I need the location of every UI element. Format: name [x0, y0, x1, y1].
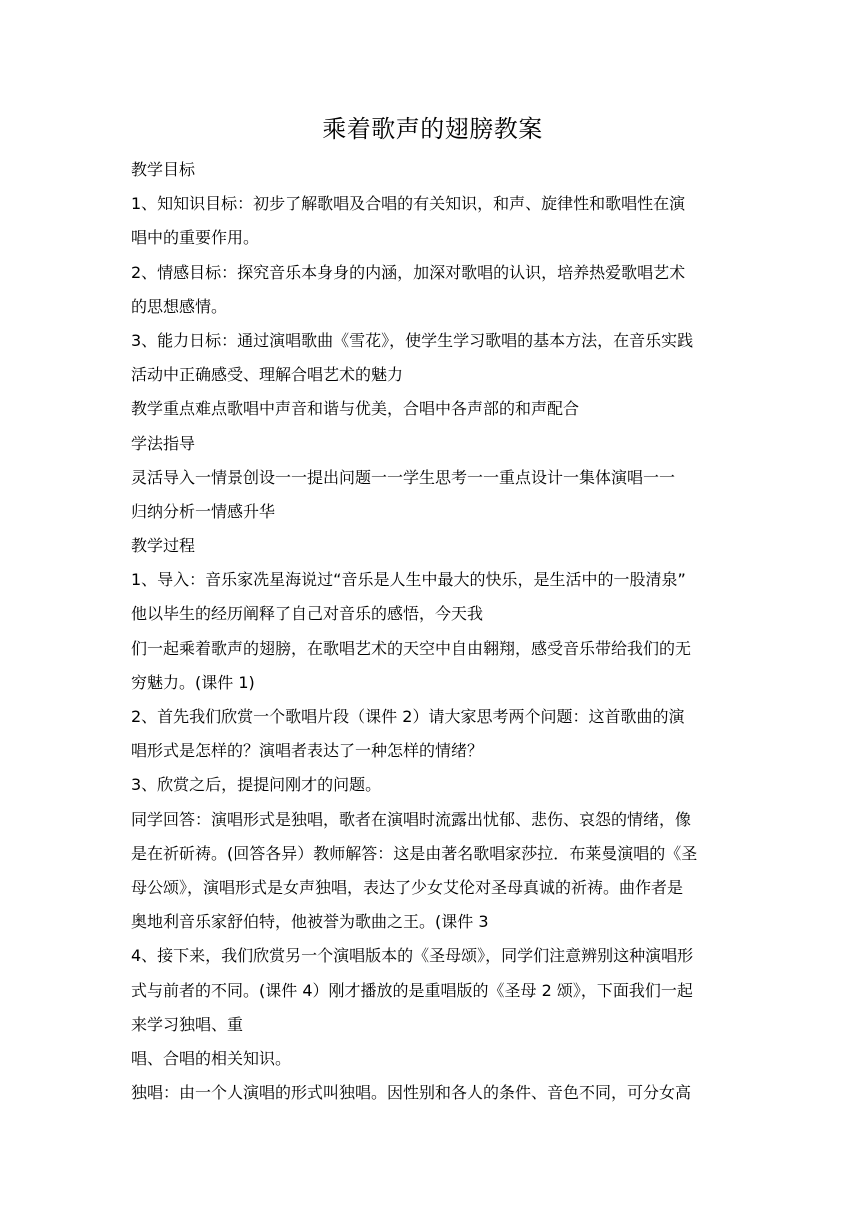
text-line: 灵活导入一情景创设一一提出问题一一学生思考一一重点设计一集体演唱一一 [131, 467, 676, 487]
text-line: 教学重点难点歌唱中声音和谐与优美，合唱中各声部的和声配合 [131, 399, 580, 419]
document-title: 乘着歌声的翅膀教案 [322, 115, 543, 143]
text-line: 穷魅力。(课件 1) [131, 672, 255, 692]
text-line: 唱中的重要作用。 [131, 228, 260, 248]
text-line: 他以毕生的经历阐释了自己对音乐的感悟，今天我 [131, 604, 484, 624]
text-line: 1、导入：音乐家冼星海说过“音乐是人生中最大的快乐，是生活中的一股清泉” [131, 570, 686, 590]
text-line: 们一起乘着歌声的翅膀，在歌唱艺术的天空中自由翱翔，感受音乐带给我们的无 [131, 638, 692, 658]
document-body [131, 153, 734, 1110]
text-line: 2、情感目标：探究音乐本身身的内涵，加深对歌唱的认识，培养热爱歌唱艺术 [131, 262, 686, 282]
text-line: 母公颂》，演唱形式是女声独唱，表达了少女艾伦对圣母真诚的祈祷。曲作者是 [131, 877, 684, 897]
text-line: 唱形式是怎样的？演唱者表达了一种怎样的情绪？ [131, 741, 484, 761]
section-heading-teaching-goals: 教学目标 [131, 160, 196, 179]
text-line: 式与前者的不同。(课件 4）刚才播放的是重唱版的《圣母 2 颂》，下面我们一起 [131, 980, 693, 1000]
text-line: 来学习独唱、重 [131, 1014, 244, 1034]
text-line: 活动中正确感受、理解合唱艺术的魅力 [131, 365, 404, 385]
text-line: 3、欣赏之后，提提问刚才的问题。 [131, 775, 382, 795]
text-line: 3、能力日标：通过演唱歌曲《雪花》，使学生学习歌唱的基本方法，在音乐实践 [131, 330, 694, 350]
text-line: 4、接下来，我们欣赏另一个演唱版本的《圣母颂》，同学们注意辨别这种演唱形 [131, 946, 694, 966]
text-line: 独唱：由一个人演唱的形式叫独唱。因性别和各人的条件、音色不同，可分女高 [131, 1083, 692, 1103]
text-line: 2、首先我们欣赏一个歌唱片段（课件 2）请大家思考两个问题：这首歌曲的演 [131, 707, 685, 726]
section-heading-teaching-process: 教学过程 [131, 536, 196, 556]
text-line: 奥地利音乐家舒伯特，他被誉为歌曲之王。(课件 3 [131, 912, 489, 932]
section-heading-study-guidance: 学法指导 [131, 433, 196, 453]
text-line: 的思想感情。 [131, 296, 228, 316]
text-line: 归纳分析一情感升华 [131, 501, 276, 521]
text-line: 同学回答：演唱形式是独唱，歌者在演唱时流露出忧郁、悲伤、哀怨的情绪，像 [131, 809, 692, 829]
text-line: 1、知知识目标：初步了解歌唱及合唱的有关知识，和声、旋律性和歌唱性在演 [131, 194, 686, 214]
text-line: 是在祈斫祷。(回答各异）教师解答：这是由著名歌唱家莎拉．布莱曼演唱的《圣 [131, 843, 698, 863]
text-line: 唱、合唱的相关知识。 [131, 1048, 292, 1068]
